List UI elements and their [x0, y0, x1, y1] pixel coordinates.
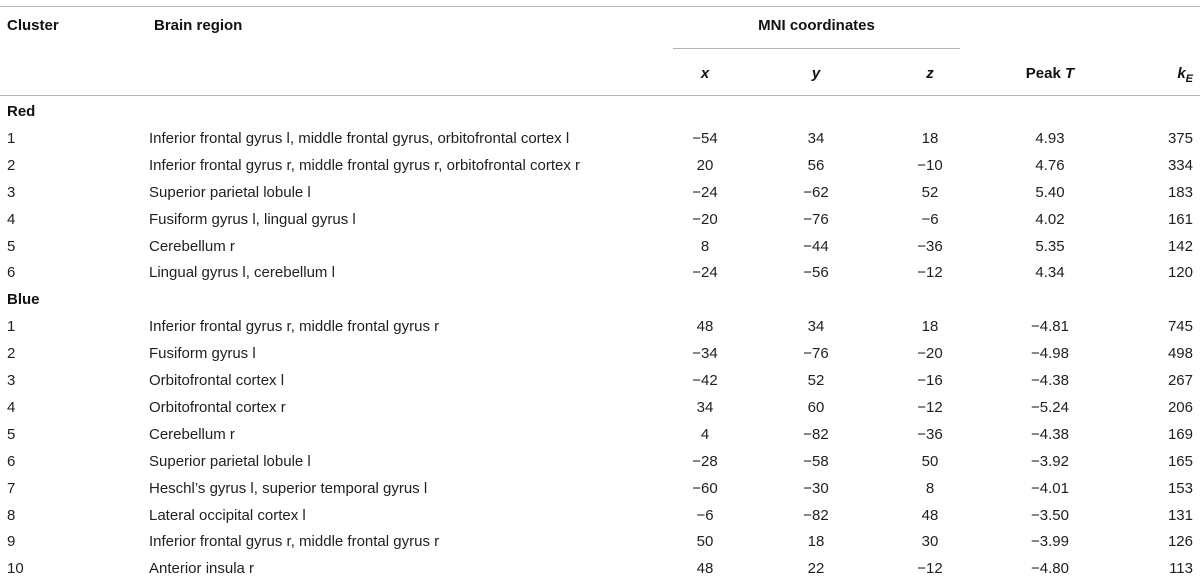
cell-ke: 153: [1167, 479, 1193, 497]
cell-cluster: 3: [7, 372, 16, 389]
group-header-row: [0, 98, 1200, 125]
cell-ke: 142: [1167, 237, 1193, 255]
cell-ke: 161: [1167, 210, 1193, 228]
header-peak-t-var: T: [1065, 65, 1075, 82]
cell-peak-t: 4.34: [1035, 264, 1065, 282]
table-row: [0, 448, 1200, 475]
cell-x: 50: [696, 533, 714, 551]
header-x: x: [700, 65, 710, 82]
cell-x: −6: [696, 506, 714, 524]
cell-ke: 375: [1167, 129, 1193, 147]
cell-ke: 165: [1167, 452, 1193, 470]
table-row: [0, 179, 1200, 206]
cell-z: 18: [921, 129, 939, 147]
cell-brain-region: Superior parietal lobule l: [149, 183, 311, 201]
cell-cluster: 1: [7, 129, 16, 147]
header-z: z: [926, 65, 934, 82]
cell-x: 4: [700, 425, 710, 443]
cell-cluster: 4: [7, 210, 16, 228]
cell-peak-t: −4.01: [1031, 479, 1069, 497]
cell-brain-region: Orbitofrontal cortex l: [149, 372, 285, 389]
cell-cluster: 3: [7, 183, 16, 201]
cell-peak-t: −3.92: [1031, 452, 1069, 470]
cell-z: 18: [921, 318, 939, 336]
cell-z: −10: [917, 156, 943, 174]
cell-peak-t: −4.98: [1031, 345, 1069, 363]
cell-x: −34: [692, 345, 718, 363]
cell-cluster: 10: [7, 560, 24, 578]
cell-z: −12: [917, 264, 943, 282]
cell-brain-region: Heschl’s gyrus l, superior temporal gyrus l: [149, 479, 428, 497]
cell-y: −82: [803, 425, 829, 443]
cell-y: 52: [807, 372, 825, 389]
header-ke-k: k: [1177, 65, 1186, 82]
cell-z: 48: [921, 506, 939, 524]
header-brain-region: Brain region: [154, 17, 243, 34]
cell-peak-t: −4.81: [1031, 318, 1069, 336]
cell-peak-t: −4.80: [1031, 560, 1069, 578]
cell-peak-t: −5.24: [1031, 398, 1069, 416]
cell-z: −6: [921, 210, 939, 228]
header-cluster: Cluster: [7, 17, 59, 34]
cell-y: −82: [803, 506, 829, 524]
cell-cluster: 7: [7, 479, 16, 497]
table-row: [0, 367, 1200, 394]
cell-cluster: 2: [7, 345, 16, 363]
group-label: Red: [7, 103, 36, 120]
header-y: y: [811, 65, 821, 82]
table-row: [0, 125, 1200, 152]
header-peak-t-prefix: Peak: [1025, 65, 1061, 82]
cell-z: −12: [917, 398, 943, 416]
cell-cluster: 6: [7, 264, 16, 282]
header-ke: [1110, 65, 1193, 85]
cell-z: 50: [921, 452, 939, 470]
cell-cluster: 5: [7, 425, 16, 443]
cell-y: −76: [803, 345, 829, 363]
header-ke-sub: E: [1185, 73, 1193, 85]
table-row: [0, 233, 1200, 260]
cell-brain-region: Inferior frontal gyrus r, middle frontal gyrus r, orbitofrontal cortex r: [149, 156, 581, 174]
cell-x: −60: [692, 479, 718, 497]
cell-y: −56: [803, 264, 829, 282]
cell-cluster: 5: [7, 237, 16, 255]
cell-brain-region: Lingual gyrus l, cerebellum l: [149, 264, 335, 282]
cell-z: −12: [917, 560, 943, 578]
cell-peak-t: 4.93: [1035, 129, 1065, 147]
cell-ke: 745: [1167, 318, 1193, 336]
cell-cluster: 8: [7, 506, 16, 524]
table-top-rule: [0, 6, 1200, 7]
cell-x: 48: [696, 560, 714, 578]
table-row: [0, 421, 1200, 448]
cell-x: −24: [692, 183, 718, 201]
cell-ke: 113: [1169, 560, 1193, 578]
cell-z: −36: [917, 425, 943, 443]
cell-y: −58: [803, 452, 829, 470]
cell-brain-region: Anterior insula r: [149, 560, 255, 578]
cell-y: 34: [807, 129, 825, 147]
cell-brain-region: Inferior frontal gyrus r, middle frontal gyrus r: [149, 533, 440, 551]
cell-y: 56: [807, 156, 825, 174]
cell-z: 30: [921, 533, 939, 551]
cell-cluster: 4: [7, 398, 16, 416]
cell-y: 18: [807, 533, 825, 551]
cell-x: −28: [692, 452, 718, 470]
cell-y: −76: [803, 210, 829, 228]
cell-z: −36: [917, 237, 943, 255]
cell-x: −42: [692, 372, 718, 389]
header-mni-coordinates: MNI coordinates: [758, 17, 875, 34]
cell-x: 8: [700, 237, 710, 255]
cell-brain-region: Lateral occipital cortex l: [149, 506, 306, 524]
cell-cluster: 2: [7, 156, 16, 174]
cell-brain-region: Orbitofrontal cortex r: [149, 398, 286, 416]
cell-brain-region: Cerebellum r: [149, 425, 235, 443]
cell-y: 60: [807, 398, 825, 416]
cell-ke: 206: [1167, 398, 1193, 416]
cell-x: −54: [692, 129, 718, 147]
cell-ke: 169: [1167, 425, 1193, 443]
cell-cluster: 6: [7, 452, 16, 470]
cell-peak-t: −3.50: [1031, 506, 1069, 524]
cell-z: 8: [925, 479, 935, 497]
cell-cluster: 9: [7, 533, 16, 551]
cell-x: 34: [696, 398, 714, 416]
cell-ke: 267: [1167, 372, 1193, 389]
cell-cluster: 1: [7, 318, 16, 336]
cell-brain-region: Inferior frontal gyrus l, middle frontal gyrus, orbitofrontal cortex l: [149, 129, 570, 147]
cell-y: 34: [807, 318, 825, 336]
cell-peak-t: 5.35: [1035, 237, 1065, 255]
cell-y: 22: [807, 560, 825, 578]
cell-y: −44: [803, 237, 829, 255]
cell-peak-t: −3.99: [1031, 533, 1069, 551]
cell-peak-t: 4.76: [1035, 156, 1065, 174]
table-row: [0, 313, 1200, 340]
cell-ke: 126: [1167, 533, 1193, 551]
cell-brain-region: Superior parietal lobule l: [149, 452, 311, 470]
cell-peak-t: −4.38: [1031, 372, 1069, 389]
table-row: [0, 206, 1200, 233]
cell-brain-region: Fusiform gyrus l: [149, 345, 256, 363]
cell-peak-t: 5.40: [1035, 183, 1065, 201]
cell-ke: 131: [1167, 506, 1193, 524]
cell-brain-region: Fusiform gyrus l, lingual gyrus l: [149, 210, 356, 228]
cell-x: −20: [692, 210, 718, 228]
table-row: [0, 152, 1200, 179]
table-row: [0, 259, 1200, 286]
cell-z: −16: [917, 372, 943, 389]
cell-z: −20: [917, 345, 943, 363]
cell-peak-t: 4.02: [1035, 210, 1065, 228]
table-row: [0, 502, 1200, 529]
table-row: [0, 340, 1200, 367]
group-header-row: [0, 286, 1200, 313]
table-row: [0, 394, 1200, 421]
cell-y: −30: [803, 479, 829, 497]
table-row: [0, 475, 1200, 502]
header-peak-t: [1000, 65, 1100, 82]
cell-z: 52: [921, 183, 939, 201]
cell-x: 20: [696, 156, 714, 174]
cell-brain-region: Cerebellum r: [149, 237, 235, 255]
cell-brain-region: Inferior frontal gyrus r, middle frontal gyrus r: [149, 318, 440, 336]
mni-header-rule: [673, 48, 960, 49]
cell-x: 48: [696, 318, 714, 336]
cell-ke: 120: [1167, 264, 1193, 282]
group-label: Blue: [7, 291, 40, 309]
header-bottom-rule: [0, 95, 1200, 96]
cell-y: −62: [803, 183, 829, 201]
cell-x: −24: [692, 264, 718, 282]
cell-ke: 183: [1167, 183, 1193, 201]
table-row: [0, 528, 1200, 555]
cell-peak-t: −4.38: [1031, 425, 1069, 443]
cell-ke: 498: [1167, 345, 1193, 363]
cell-ke: 334: [1167, 156, 1193, 174]
